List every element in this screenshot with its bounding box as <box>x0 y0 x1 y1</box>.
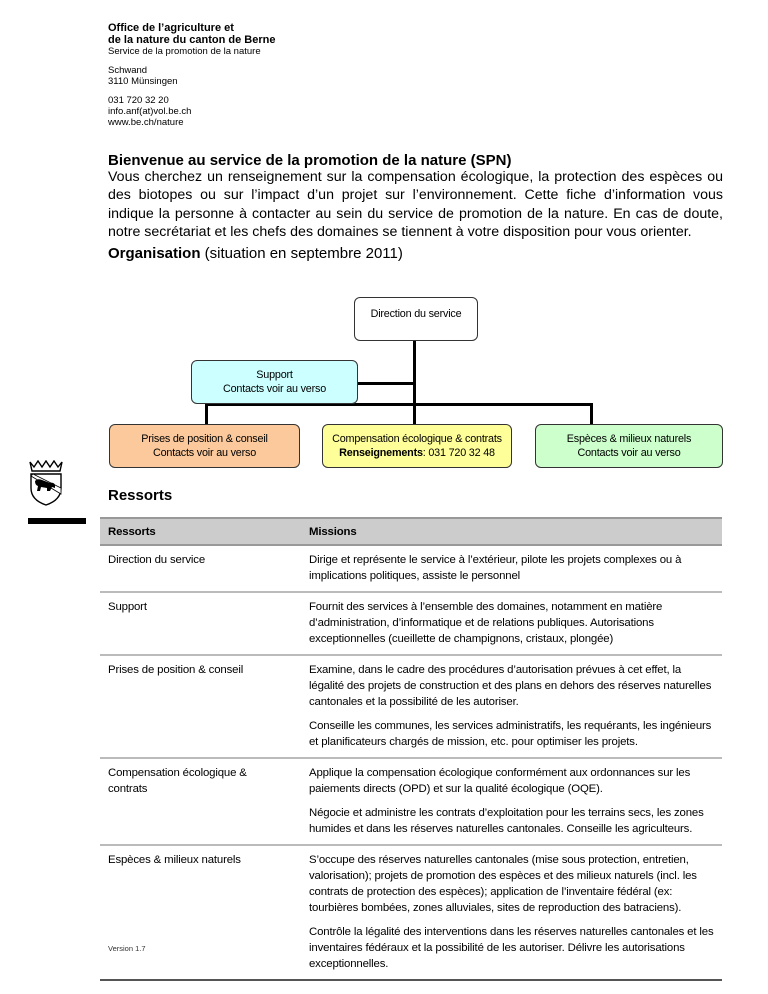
org-name-line2: de la nature du canton de Berne <box>108 34 276 46</box>
bern-coat-of-arms-icon <box>26 460 66 506</box>
ressort-cell: Support <box>100 592 301 655</box>
org-box-prises <box>109 424 300 468</box>
org-box-especes <box>535 424 723 468</box>
org-box-compensation-phone: : 031 720 32 48 <box>422 447 495 459</box>
page-title: Bienvenue au service de la promotion de la nature (SPN) <box>108 152 512 169</box>
org-box-compensation-title: Compensation écologique & contrats <box>332 433 502 445</box>
missions-cell <box>301 592 722 655</box>
letterhead <box>108 22 275 128</box>
table-row <box>100 545 722 592</box>
organisation-heading <box>108 245 403 262</box>
website-link[interactable]: www.be.ch/nature <box>108 117 184 128</box>
missions-cell <box>301 655 722 758</box>
org-box-especes-title: Espèces & milieux naturels <box>566 433 692 445</box>
missions-cell <box>301 545 722 592</box>
org-box-support-title: Support <box>256 369 293 381</box>
connector-support <box>357 382 414 385</box>
ressort-cell: Direction du service <box>100 545 301 592</box>
org-box-support-contacts: Contacts voir au verso <box>222 383 326 395</box>
version-label: Version 1.7 <box>108 944 146 953</box>
address-line2: 3110 Münsingen <box>108 76 178 87</box>
email: info.anf(at)vol.be.ch <box>108 106 192 117</box>
organisation-heading-bold: Organisation <box>108 245 201 262</box>
mission-text: S’occupe des réserves naturelles cantonales (mise sous protection, entretien, valorisation); projets de promotion des espèces et des milieux naturels (incl. les contrats de protection des espèces); application de l’inventaire fédéral (ex: tourbières bombées, zones alluviales, sites de reproduction des batraciens). <box>309 854 697 914</box>
header-ressorts: Ressorts <box>100 518 301 545</box>
address-line1: Schwand <box>108 65 148 76</box>
missions-cell <box>301 845 722 980</box>
intro-paragraph: Vous cherchez un renseignement sur la compensation écologique, la protection des espèces ou des biotopes ou sur l’impact d’un projet sur l’environnement. Cette fiche d’information vous indique la personne à contacter au sein du service de promotion de la nature. En cas de doute, notre secrétariat et les chefs des domaines se tiennent à votre disposition pour vous orienter. <box>108 169 723 241</box>
logo-divider <box>28 518 86 524</box>
mission-text: Contrôle la légalité des interventions dans les réserves naturelles cantonales et les inventaires fédéraux et la possibilité de les autoriser. Délivre les autorisations exceptionnelles. <box>309 926 714 970</box>
org-box-support <box>191 360 358 404</box>
ressort-cell: Compensation écologique & contrats <box>100 758 301 845</box>
phone: 031 720 32 20 <box>108 95 169 106</box>
mission-text: Conseille les communes, les services administratifs, les requérants, les ingénieurs et planificateurs chargés de mission, etc. pour optimiser les projets. <box>309 720 712 748</box>
mission-text: Applique la compensation écologique conformément aux ordonnances sur les paiements directs (OPD) et sur la qualité écologique (OQE). <box>309 767 691 795</box>
org-box-prises-title: Prises de position & conseil <box>141 433 268 445</box>
org-box-especes-contacts: Contacts voir au verso <box>577 447 681 459</box>
connector-center <box>413 403 416 426</box>
org-box-compensation <box>322 424 512 468</box>
service-name: Service de la promotion de la nature <box>108 46 261 57</box>
ressorts-heading: Ressorts <box>108 487 173 504</box>
org-box-compensation-info <box>339 446 495 460</box>
table-header-row <box>100 518 722 545</box>
connector-right <box>590 403 593 426</box>
ressorts-table <box>100 517 722 981</box>
table-row <box>100 592 722 655</box>
org-box-direction-label: Direction du service <box>370 308 462 320</box>
mission-text: Dirige et représente le service à l’extérieur, pilote les projets complexes ou à implications politiques, assiste le personnel <box>309 554 682 582</box>
organisation-heading-date: (situation en septembre 2011) <box>200 245 403 262</box>
ressort-cell: Prises de position & conseil <box>100 655 301 758</box>
mission-text: Négocie et administre les contrats d’exploitation pour les terrains secs, les zones humides et dans les réserves naturelles cantonales. Conseille les agriculteurs. <box>309 807 704 835</box>
table-row <box>100 845 722 980</box>
table-row <box>100 655 722 758</box>
connector-left <box>205 403 208 426</box>
table-row <box>100 758 722 845</box>
mission-text: Fournit des services à l’ensemble des domaines, notamment en matière d’administration, d’informatique et de relations publiques. Autorisations exceptionnelles (cueillette de champignons, cristaux, plongée) <box>309 601 663 645</box>
org-box-direction <box>354 297 478 341</box>
org-box-prises-contacts: Contacts voir au verso <box>152 447 256 459</box>
missions-cell <box>301 758 722 845</box>
org-box-compensation-info-label: Renseignements <box>339 447 423 459</box>
org-name-line1: Office de l’agriculture et <box>108 22 234 34</box>
ressort-cell: Espèces & milieux naturels <box>100 845 301 980</box>
header-missions: Missions <box>301 518 722 545</box>
connector-vertical-main <box>413 340 416 405</box>
mission-text: Examine, dans le cadre des procédures d’autorisation prévues à cet effet, la légalité des projets de construction et des plans en dehors des réserves naturelles cantonales et la possibilité de les autoriser. <box>309 664 712 708</box>
